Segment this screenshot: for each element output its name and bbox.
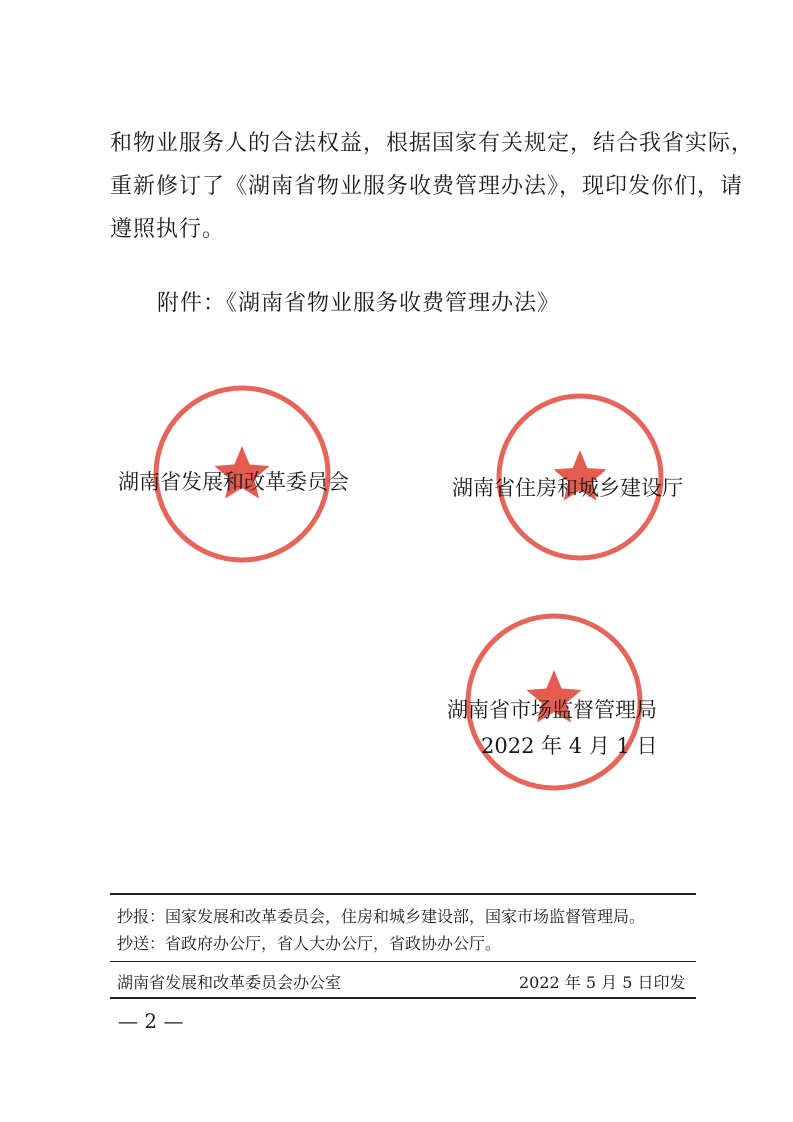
body-line-2: 重新修订了《湖南省物业服务收费管理办法》，现印发你们，请	[110, 174, 744, 199]
signature-date: 2022 年 4 月 1 日	[481, 734, 658, 758]
footer-top-rule	[110, 893, 696, 895]
cc-send-line: 抄送：省政府办公厅，省人大办公厅，省政协办公厅。	[117, 934, 502, 953]
issue-date-line: 2022 年 5 月 5 日印发	[519, 973, 686, 992]
footer-middle-rule	[110, 961, 696, 962]
cc-report-line: 抄报：国家发展和改革委员会，住房和城乡建设部，国家市场监督管理局。	[117, 907, 646, 926]
signature-drc: 湖南省发展和改革委员会	[118, 470, 349, 494]
signature-housing: 湖南省住房和城乡建设厅	[452, 476, 683, 500]
footer-bottom-rule	[110, 997, 696, 999]
issuer-line: 湖南省发展和改革委员会办公室	[117, 973, 342, 992]
attachment-line: 附件：《湖南省物业服务收费管理办法》	[157, 291, 561, 316]
body-line-1: 和物业服务人的合法权益，根据国家有关规定，结合我省实际，	[110, 131, 755, 156]
body-line-3: 遵照执行。	[110, 217, 226, 242]
page-number: — 2 —	[118, 1009, 184, 1033]
signature-market: 湖南省市场监督管理局	[447, 698, 657, 722]
